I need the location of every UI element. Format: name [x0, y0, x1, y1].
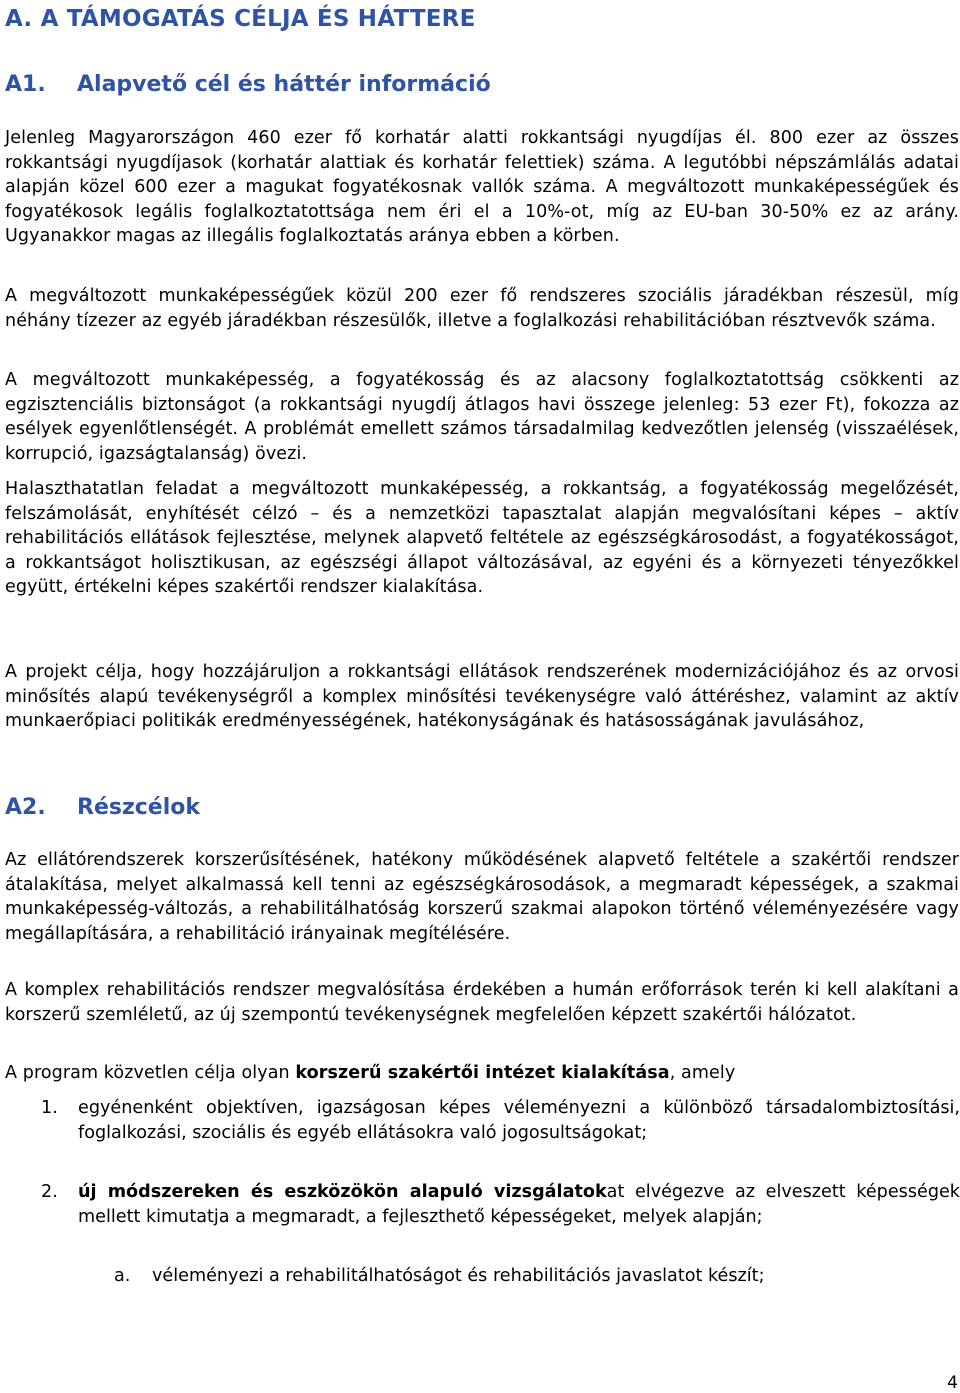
paragraph-8-post: , amely: [669, 1063, 736, 1083]
list-item-1-text: egyénenként objektíven, igazságosan képes véleményezni a különböző társadalombiztosítási, foglalkozási, szociális és egyéb ellátásokra való jogosultságokat;: [78, 1098, 960, 1143]
paragraph-1: Jelenleg Magyarországon 460 ezer fő korhatár alatti rokkantsági nyugdíjas él. 800 ezer az összes rokkantsági nyugdíjasok (korhatár alattiak és korhatár felettiek) száma. A legutóbbi népszámlálás adatai alapján közel 600 ezer a magukat fogyatékosnak vallók száma. A megváltozott munkaképességűek és fogyatékosok legális foglalkoztatottsága nem éri el a 10%-ot, míg az EU-ban 30-50% ez az arány. Ugyanakkor magas az illegális foglalkoztatás aránya ebben a körben.: [5, 128, 959, 246]
section-a1-title: Alapvető cél és háttér információ: [77, 72, 491, 97]
list-item-2: [41, 1180, 960, 1229]
paragraph-8-bold: korszerű szakértői intézet kialakítása: [295, 1063, 670, 1083]
list-item-1-marker: 1.: [41, 1098, 58, 1118]
list-item-2-bold: új módszereken és eszközökön alapuló vizsgálatok: [78, 1182, 607, 1202]
paragraph-4: Halaszthatatlan feladat a megváltozott munkaképesség, a rokkantság, a fogyatékosság megelőzését, felszámolását, enyhítését célzó – és a nemzetközi tapasztalat alapján megvalósítani képes – aktív rehabilitációs ellátások fejlesztése, melynek alapvető feltétele az egészségkárosodást, a fogyatékosságot, a rokkantságot holisztikusan, az egészségi állapot változásával, az egyéni és a környezeti tényezőkkel együtt, értékelni képes szakértői rendszer kialakítása.: [5, 479, 959, 597]
main-heading: A. A TÁMOGATÁS CÉLJA ÉS HÁTTERE: [5, 6, 476, 32]
list-item-2-text: at elvégezve az elveszett képességek mellett kimutatja a megmaradt, a fejleszthető képességeket, melyek alapján;: [78, 1182, 960, 1227]
paragraph-6: Az ellátórendszerek korszerűsítésének, hatékony működésének alapvető feltétele a szakértői rendszer átalakítása, melyet alkalmassá kell tenni az egészségkárosodások, a megmaradt képességek, a szakmai munkaképesség-változás, a rehabilitálhatóság korszerű szakmai alapokon történő véleményezésére vagy megállapítására, a rehabilitáció irányainak megítélésére.: [5, 850, 959, 944]
list-item-1: [41, 1096, 960, 1145]
sublist-item-a: [114, 1264, 765, 1289]
paragraph-7: A komplex rehabilitációs rendszer megvalósítása érdekében a humán erőforrások terén ki kell alakítani a korszerű szemléletű, az új szempontú tevékenységnek megfelelően képzett szakértői hálózatot.: [5, 980, 959, 1025]
paragraph-3: A megváltozott munkaképesség, a fogyatékosság és az alacsony foglalkoztatottság csökkenti az egzisztenciális biztonságot (a rokkantsági nyugdíj átlagos havi összege jelenleg: 53 ezer Ft), fokozza az esélyek egyenlőtlenségét. A problémát emellett számos társadalmilag kedvezőtlen jelenség (visszaélések, korrupció, igazságtalanság) övezi.: [5, 370, 959, 464]
section-a1-number: A1.: [5, 72, 46, 97]
section-a2-number: A2.: [5, 795, 46, 820]
page-number: 4: [947, 1373, 958, 1393]
paragraph-5: A projekt célja, hogy hozzájáruljon a rokkantsági ellátások rendszerének modernizációjához és az orvosi minősítés alapú tevékenységről a komplex minősítési tevékenységre való áttéréshez, valamint az aktív munkaerőpiaci politikák eredményességének, hatékonyságának és hatásosságának javulásához,: [5, 662, 959, 731]
section-a2-title: Részcélok: [77, 795, 201, 820]
sublist-item-a-text: véleményezi a rehabilitálhatóságot és rehabilitációs javaslatot készít;: [152, 1266, 765, 1286]
sublist-item-a-marker: a.: [114, 1266, 131, 1286]
paragraph-8: [5, 1061, 959, 1086]
paragraph-8-pre: A program közvetlen célja olyan: [5, 1063, 296, 1083]
section-a1-heading: [5, 72, 491, 97]
list-item-2-marker: 2.: [41, 1182, 58, 1202]
section-a2-heading: [5, 795, 200, 820]
paragraph-2: A megváltozott munkaképességűek közül 200 ezer fő rendszeres szociális járadékban részesül, míg néhány tízezer az egyéb járadékban részesülők, illetve a foglalkozási rehabilitációban résztvevők száma.: [5, 286, 959, 331]
